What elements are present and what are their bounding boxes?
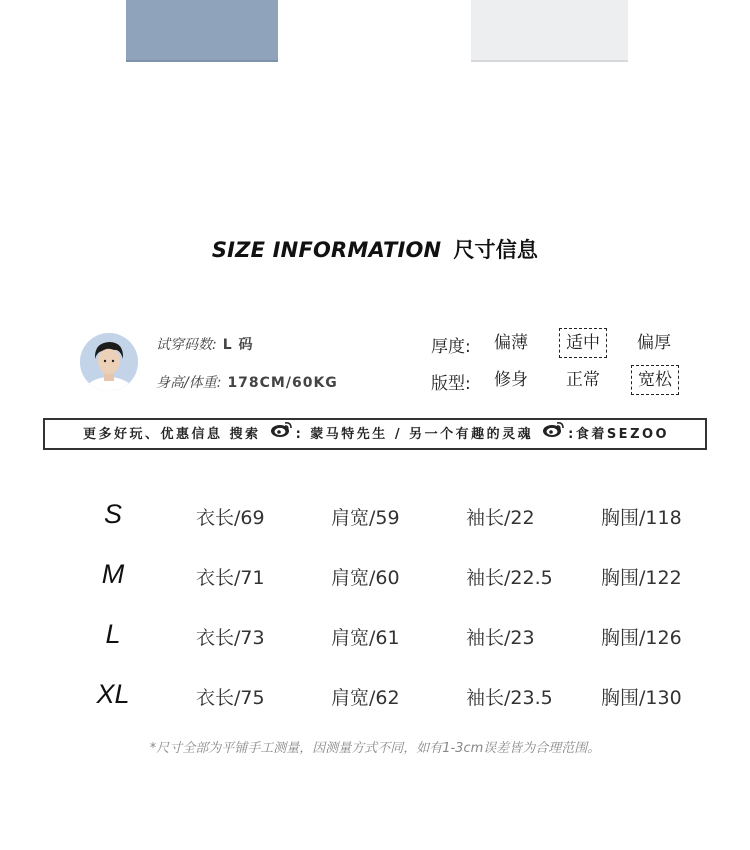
size-row-xl xyxy=(0,675,750,715)
length-cell: 衣长/69 xyxy=(196,507,265,529)
model-try-size xyxy=(156,334,254,354)
chest-cell: 胸围/126 xyxy=(601,627,682,649)
sleeve-cell: 袖长/23.5 xyxy=(466,687,553,709)
size-row-m xyxy=(0,555,750,595)
thickness-option-thin: 偏薄 xyxy=(494,333,528,353)
body-value: 178CM/60KG xyxy=(227,375,338,391)
sleeve-cell: 袖长/22 xyxy=(466,507,535,529)
body-label: 身高/体重: xyxy=(156,375,222,391)
banner-text-2: : 蒙马特先生 / 另一个有趣的灵魂 xyxy=(295,427,534,442)
length-cell: 衣长/71 xyxy=(196,567,265,589)
model-avatar xyxy=(80,333,138,391)
measurement-footnote: *尺寸全部为平铺手工测量，因测量方式不同，如有1-3cm误差皆为合理范围。 xyxy=(149,741,601,756)
sleeve-cell: 袖长/22.5 xyxy=(466,567,553,589)
fit-option-loose: 宽松 xyxy=(631,365,679,395)
product-swatch-white xyxy=(471,0,628,62)
thickness-option-thick: 偏厚 xyxy=(637,333,671,353)
size-label: XL xyxy=(96,679,130,709)
fit-option-regular: 正常 xyxy=(566,370,600,390)
try-size-value: L 码 xyxy=(222,337,254,353)
shoulder-cell: 肩宽/61 xyxy=(331,627,400,649)
title-en: SIZE INFORMATION xyxy=(211,238,442,262)
sleeve-cell: 袖长/23 xyxy=(466,627,535,649)
model-body xyxy=(156,372,338,392)
shoulder-cell: 肩宽/59 xyxy=(331,507,400,529)
size-label: L xyxy=(105,619,121,649)
fit-option-slim: 修身 xyxy=(494,370,528,390)
banner-text-3: :食着SEZOO xyxy=(568,427,670,442)
size-label: M xyxy=(101,559,125,589)
chest-cell: 胸围/130 xyxy=(601,687,682,709)
size-row-l xyxy=(0,615,750,655)
chest-cell: 胸围/118 xyxy=(601,507,682,529)
chest-cell: 胸围/122 xyxy=(601,567,682,589)
thickness-label: 厚度: xyxy=(431,337,471,357)
try-size-label: 试穿码数: xyxy=(156,337,217,353)
section-title xyxy=(0,234,750,264)
size-row-s xyxy=(0,495,750,535)
title-cn: 尺寸信息 xyxy=(453,238,539,262)
banner-text-1: 更多好玩、优惠信息 搜索 xyxy=(83,427,261,442)
shoulder-cell: 肩宽/60 xyxy=(331,567,400,589)
promo-banner xyxy=(43,418,707,450)
weibo-icon xyxy=(270,420,294,449)
weibo-icon-2 xyxy=(542,420,566,449)
size-label: S xyxy=(103,499,122,529)
fit-label: 版型: xyxy=(431,374,471,394)
length-cell: 衣长/75 xyxy=(196,687,265,709)
length-cell: 衣长/73 xyxy=(196,627,265,649)
product-swatch-blue xyxy=(126,0,278,62)
shoulder-cell: 肩宽/62 xyxy=(331,687,400,709)
thickness-option-medium: 适中 xyxy=(559,328,607,358)
